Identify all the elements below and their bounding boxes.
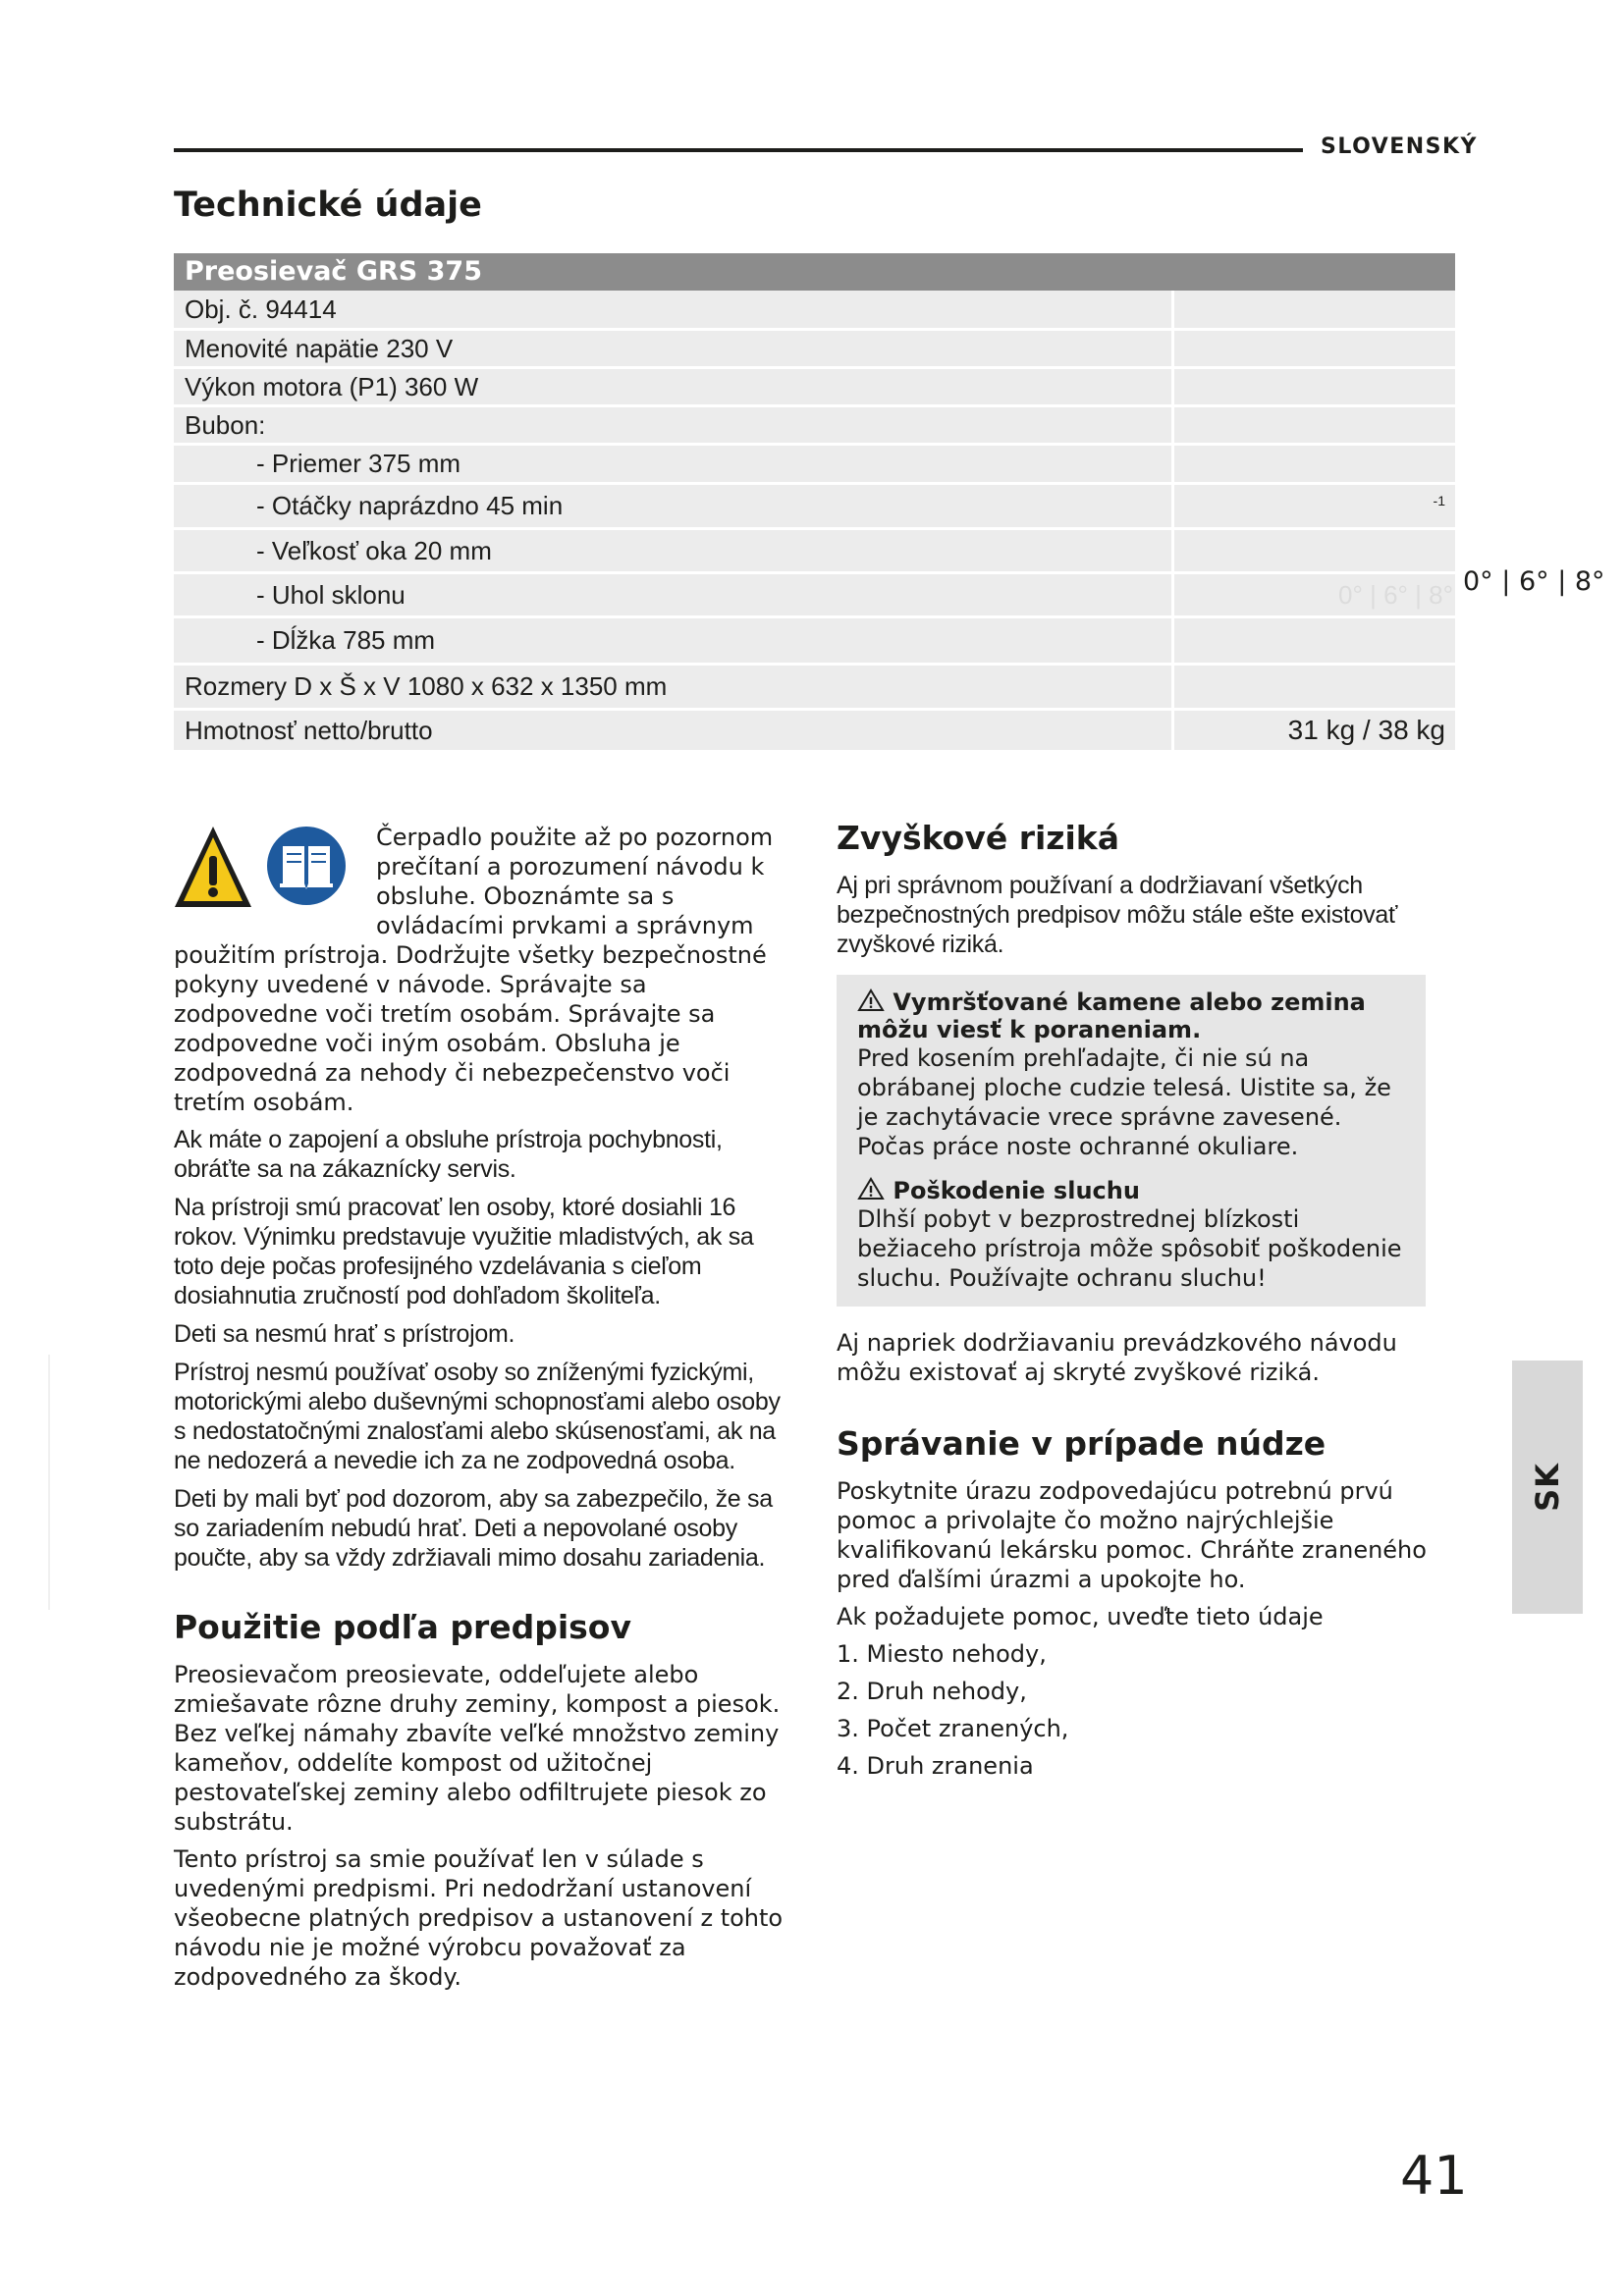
warning-icon <box>857 1177 885 1201</box>
paragraph: Na prístroji smú pracovať len osoby, ktoré dosiahli 16 rokov. Výnimku predstavuje využitie mladistvých, ak sa toto deje počas profesijného vzdelávania s cieľom dosiahnutia zručností pod dohľadom školiteľa. <box>174 1194 754 1309</box>
table-row <box>174 530 1455 574</box>
table-row <box>174 369 1455 407</box>
use-paragraph: Preosievačom preosievate, oddeľujete alebo zmiešavate rôzne druhy zeminy, kompost a piesok. Bez veľkej námahy zbavíte veľké množstvo zeminy kameňov, oddelíte kompost od užitočnej pestovateľskej zeminy alebo odfiltrujete piesok zo substrátu. <box>174 1661 781 1836</box>
residual-risk-paragraph: Aj pri správnom používaní a dodržiavaní všetkých bezpečnostných predpisov môžu stále ešte existovať zvyškové riziká. <box>837 872 1398 958</box>
spec-value <box>1174 291 1455 328</box>
table-row <box>174 574 1455 618</box>
use-paragraph: Tento prístroj sa smie používať len v súlade s uvedenými predpismi. Pri nedodržaní ustanovení všeobecne platných predpisov a ustanovení z tohto návodu nie je možné výrobcu považovať za zodpovedného za škody. <box>174 1845 784 1991</box>
spec-label: Bubon: <box>174 407 1174 443</box>
spec-label: Rozmery D x Š x V 1080 x 632 x 1350 mm <box>174 666 1174 708</box>
superscript-unit: -1 <box>1433 493 1445 508</box>
paragraph: Ak máte o zapojení a obsluhe prístroja pochybnosti, obráťte sa na zákaznícky servis. <box>174 1126 723 1183</box>
intro-paragraph: Čerpadlo použite až po pozornom prečítaní a porozumení návodu k obsluhe. Oboznámte sa s ovládacími prvkami a správnym použitím prístroja. Dodržujte všetky bezpečnostné pokyny uvedené v návode. Správajte sa zodpovedne voči tretím osobám. Správajte sa zodpovedne voči iným osobám. Obsluha je zodpovedná za nehody či nebezpečenstvo voči tretím osobám. <box>174 824 774 1116</box>
spec-value <box>1174 666 1455 708</box>
spec-label: - Otáčky naprázdno 45 min <box>174 485 1174 527</box>
language-side-tab <box>1512 1361 1583 1614</box>
read-manual-icon <box>267 827 346 905</box>
spec-label: Hmotnosť netto/brutto <box>174 711 1174 750</box>
safety-icons <box>174 823 351 911</box>
spec-value <box>1174 331 1455 366</box>
warning-heading: Vymršťované kamene alebo zemina môžu viesť k poraneniam. <box>857 988 1366 1043</box>
paragraph: Deti sa nesmú hrať s prístrojom. <box>174 1320 515 1348</box>
page-number: 41 <box>1400 2145 1468 2207</box>
table-row <box>174 407 1455 446</box>
spec-label: Výkon motora (P1) 360 W <box>174 369 1174 404</box>
side-tab-label: SK <box>1529 1463 1566 1512</box>
table-row <box>174 485 1455 530</box>
spec-label: - Veľkosť oka 20 mm <box>174 530 1174 571</box>
edge-line <box>48 1355 50 1610</box>
spec-value <box>1174 574 1455 615</box>
help-intro: Ak požadujete pomoc, uveďte tieto údaje <box>837 1603 1324 1630</box>
spec-value <box>1174 618 1455 663</box>
spec-value <box>1174 446 1455 482</box>
warning-triangle-icon <box>175 827 251 907</box>
spec-table-header: Preosievač GRS 375 <box>174 253 1455 291</box>
paragraph: Deti by mali byť pod dozorom, aby sa zabezpečilo, že sa so zariadením nebudú hrať. Deti a nepovolané osoby poučte, aby sa vždy zdržiavali mimo dosahu zariadenia. <box>174 1485 773 1572</box>
table-row <box>174 711 1455 750</box>
list-item: 4. Druh zranenia <box>837 1752 1034 1780</box>
hidden-risk-paragraph: Aj napriek dodržiavaniu prevádzkového návodu môžu existovať aj skryté zvyškové riziká. <box>837 1329 1397 1386</box>
spec-value-weight: 31 kg / 38 kg <box>1174 711 1455 750</box>
residual-risk-title: Zvyškové riziká <box>837 819 1120 857</box>
spec-label: Menovité napätie 230 V <box>174 331 1174 366</box>
emergency-title: Správanie v prípade núdze <box>837 1424 1326 1463</box>
spec-value <box>1174 369 1455 404</box>
table-row <box>174 291 1455 331</box>
spec-table <box>174 253 1455 750</box>
warning-text: Dlhší pobyt v bezprostrednej blízkosti bežiaceho prístroja môže spôsobiť poškodenie sluchu. Používajte ochranu sluchu! <box>857 1205 1402 1292</box>
list-item: 1. Miesto nehody, <box>837 1640 1047 1668</box>
use-section-title: Použitie podľa predpisov <box>174 1608 631 1646</box>
header-rule <box>174 148 1303 152</box>
spec-value <box>1174 407 1455 443</box>
table-row <box>174 618 1455 666</box>
warning-text: Pred kosením prehľadajte, či nie sú na obrábanej ploche cudzie telesá. Uistite sa, že je zachytávacie vrece správne zavesené. Počas práce noste ochranné okuliare. <box>857 1044 1391 1160</box>
technical-data-title: Technické údaje <box>174 186 482 225</box>
list-item: 2. Druh nehody, <box>837 1678 1027 1705</box>
spec-label: - Dĺžka 785 mm <box>174 618 1174 663</box>
warning-icon <box>857 988 885 1012</box>
spec-value <box>1174 485 1455 527</box>
angle-value: 0° | 6° | 8° <box>1463 566 1605 597</box>
angle-ghost-text: 0° | 6° | 8° <box>1338 579 1453 610</box>
warning-box <box>837 975 1426 1307</box>
spec-label: - Priemer 375 mm <box>174 446 1174 482</box>
spec-label: Obj. č. 94414 <box>174 291 1174 328</box>
paragraph: Prístroj nesmú používať osoby so zníženými fyzickými, motorickými alebo duševnými schopnosťami alebo osoby s nedostatočnými znalosťami alebo skúsenosťami, ak na ne nedozerá a nevedie ich za ne zodpovedná osoba. <box>174 1359 781 1474</box>
right-column <box>837 815 1431 1789</box>
left-column <box>174 815 797 2000</box>
table-row <box>174 666 1455 711</box>
warning-heading: Poškodenie sluchu <box>857 1177 1406 1204</box>
language-label: SLOVENSKÝ <box>1321 134 1478 159</box>
list-item: 3. Počet zranených, <box>837 1715 1069 1742</box>
table-row <box>174 446 1455 485</box>
table-row <box>174 331 1455 369</box>
emergency-paragraph: Poskytnite úrazu zodpovedajúcu potrebnú prvú pomoc a privolajte čo možno najrýchlejšie kvalifikovanú lekársku pomoc. Chráňte zraneného pred ďalšími úrazmi a upokojte ho. <box>837 1477 1427 1593</box>
spec-value <box>1174 530 1455 571</box>
spec-label: - Uhol sklonu <box>174 574 1174 615</box>
